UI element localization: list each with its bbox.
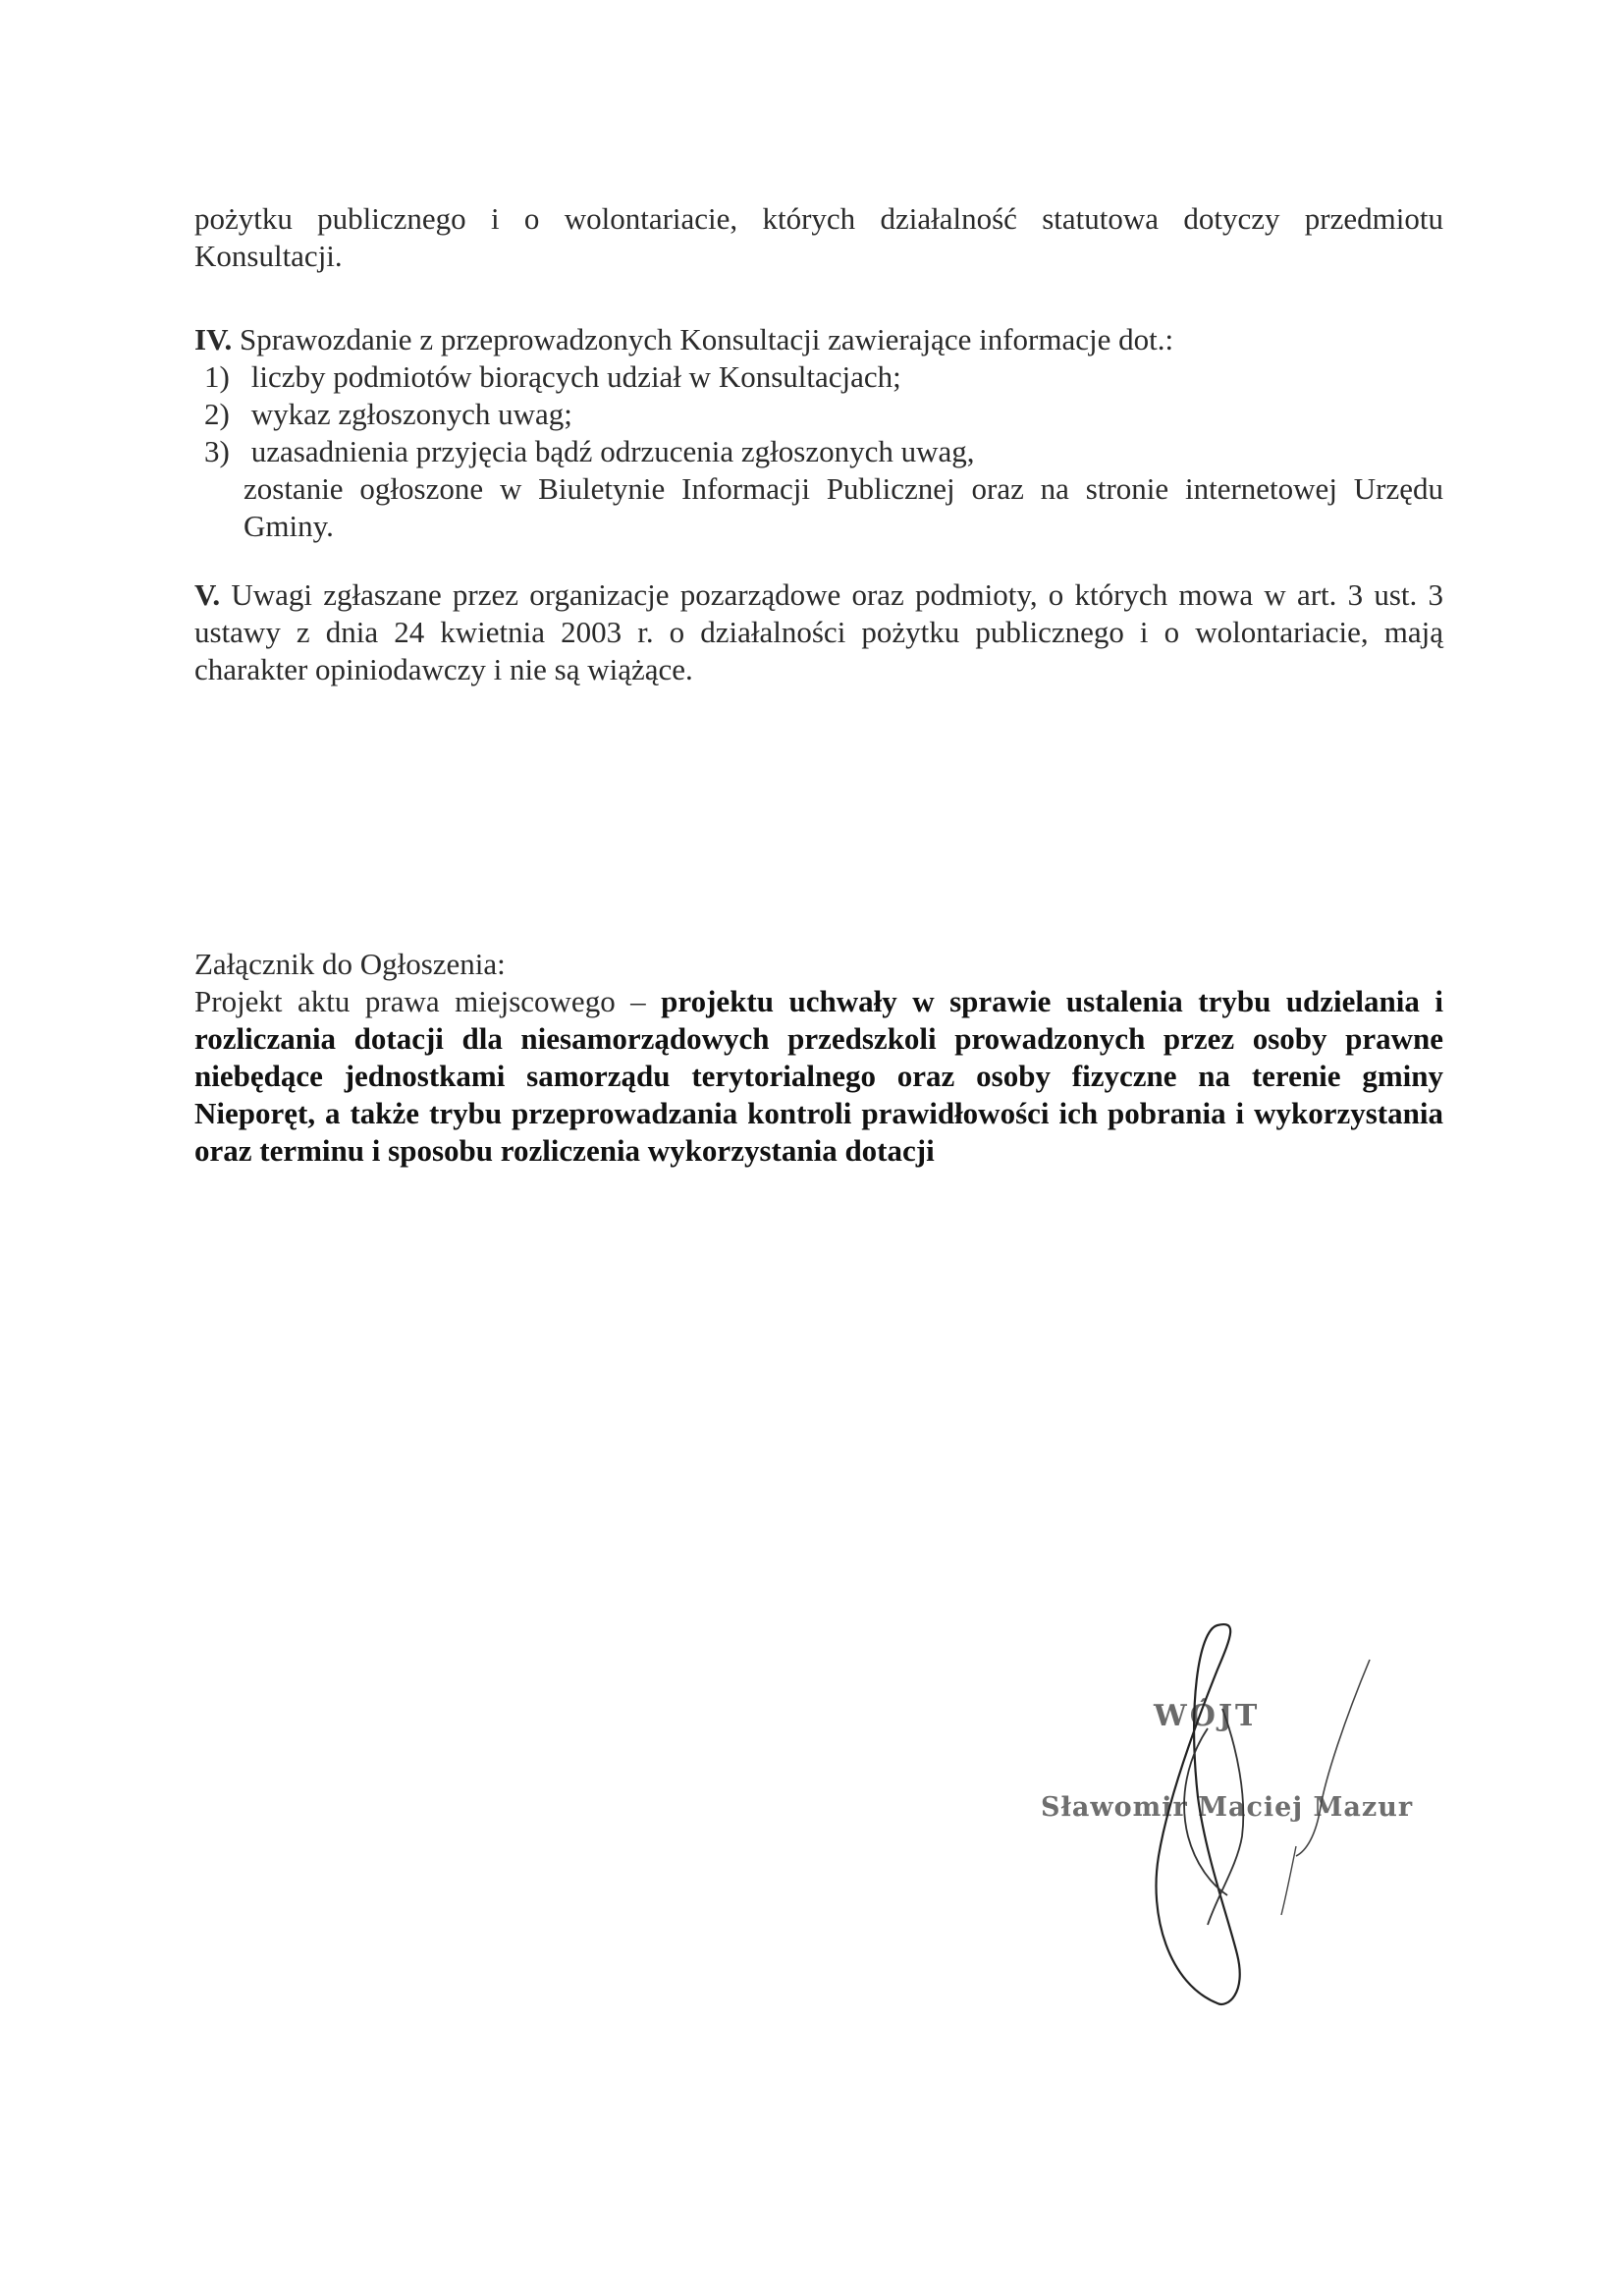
section-iv-number: IV. — [194, 322, 233, 356]
intro-text: pożytku publicznego i o wolontariacie, których działalność statutowa dotyczy przedmiotu Konsultacji. — [194, 201, 1443, 273]
list-item-text: uzasadnienia przyjęcia bądź odrzucenia zgłoszonych uwag, — [250, 434, 975, 468]
handwritten-signature-icon — [1041, 1601, 1434, 2013]
section-v-number: V. — [194, 577, 221, 612]
stamp-title: WÓJT — [1154, 1699, 1261, 1733]
list-item-text: wykaz zgłoszonych uwag; — [250, 397, 572, 431]
annex-block — [194, 946, 1443, 1170]
annex-heading: Załącznik do Ogłoszenia: — [194, 947, 506, 981]
annex-body — [194, 983, 1443, 1170]
list-item-number: 2) — [204, 397, 230, 431]
list-item — [194, 433, 1443, 470]
section-iv-lead: Sprawozdanie z przeprowadzonych Konsultacji zawierające informacje dot.: — [232, 322, 1174, 356]
section-v — [194, 576, 1443, 688]
list-item-text: liczby podmiotów biorących udział w Konsultacjach; — [250, 359, 901, 394]
list-item — [194, 358, 1443, 396]
section-v-text: Uwagi zgłaszane przez organizacje pozarządowe oraz podmioty, o których mowa w art. 3 ust. 3 ustawy z dnia 24 kwietnia 2003 r. o działalności pożytku publicznego i o wolontariacie, mają charakter opiniodawczy i nie są wiążące. — [194, 577, 1443, 686]
list-item-number: 3) — [204, 434, 230, 468]
list-item-number: 1) — [204, 359, 230, 394]
section-iv — [194, 321, 1443, 545]
stamp-name: Sławomir Maciej Mazur — [1041, 1792, 1414, 1823]
intro-paragraph — [194, 200, 1443, 275]
list-item — [194, 396, 1443, 433]
signature-stamp — [1041, 1601, 1434, 2013]
annex-title-bold: projektu uchwały w sprawie ustalenia trybu udzielania i rozliczania dotacji dla niesamorządowych przedszkoli prowadzonych przez osoby prawne niebędące jednostkami samorządu terytorialnego oraz osoby fizyczne na terenie gminy Nieporęt, a także trybu przeprowadzania kontroli prawidłowości ich pobrania i wykorzystania oraz terminu i sposobu rozliczenia wykorzystania dotacji — [194, 984, 1443, 1168]
annex-prefix: Projekt aktu prawa miejscowego – — [194, 984, 662, 1018]
section-iv-closing: zostanie ogłoszone w Biuletynie Informacji Publicznej oraz na stronie internetowej Urzędu Gminy. — [243, 471, 1443, 543]
